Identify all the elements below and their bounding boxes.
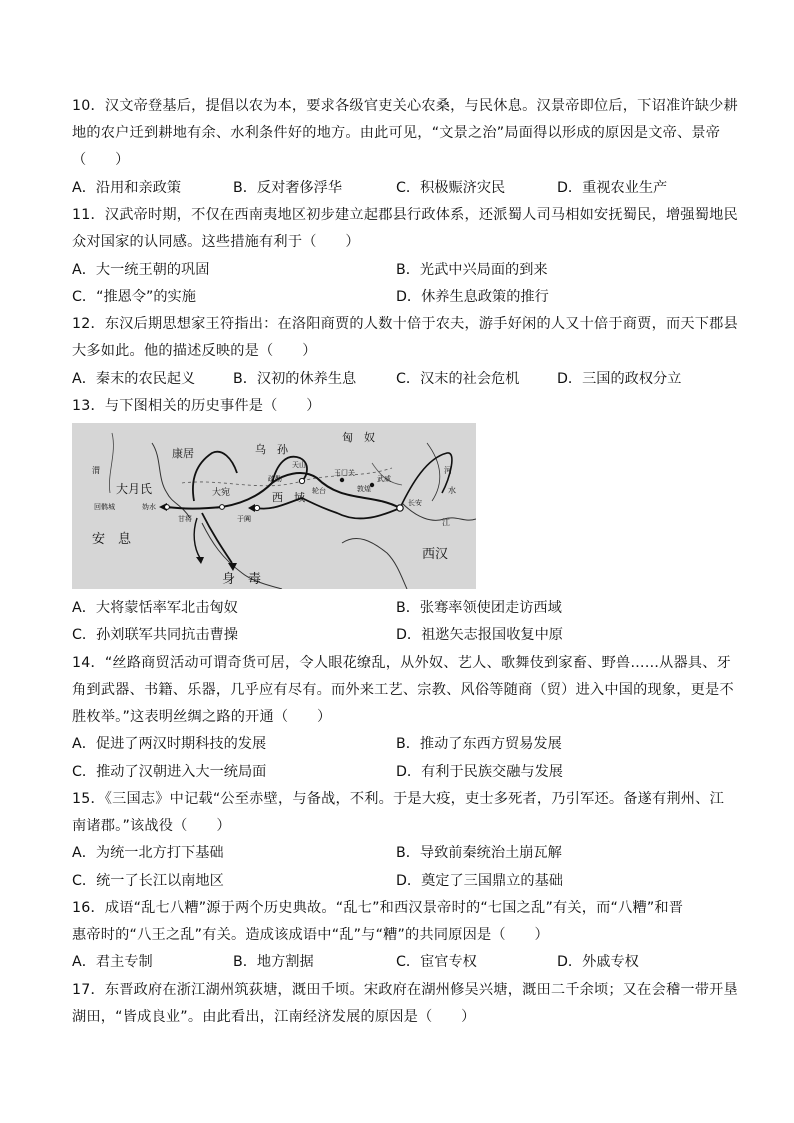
q10-stem-line3: （ ） <box>72 152 130 168</box>
q14-option-a[interactable]: A．促进了两汉时期科技的发展 <box>72 736 267 752</box>
map-label-dayuan: 大宛 <box>212 488 231 498</box>
q16-option-a[interactable]: A．君主专制 <box>72 954 153 970</box>
map-label-xiyu: 西 域 <box>272 491 305 504</box>
q16-option-d[interactable]: D．外戚专权 <box>557 954 639 970</box>
silk-road-map <box>72 423 476 589</box>
map-label-wei: 渭 <box>92 466 100 475</box>
q12-option-c[interactable]: C．汉末的社会危机 <box>396 371 520 387</box>
map-label-yulong: 轮台 <box>312 487 326 495</box>
q16-option-c[interactable]: C．宦官专权 <box>396 954 477 970</box>
q12-option-b[interactable]: B．汉初的休养生息 <box>233 371 357 387</box>
q10-option-d[interactable]: D．重视农业生产 <box>557 180 668 196</box>
q11-option-a[interactable]: A．大一统王朝的巩固 <box>72 262 210 278</box>
q15-stem-line2: 南诸郡。”该战役（ ） <box>72 818 231 834</box>
q11-option-d[interactable]: D．休养生息政策的推行 <box>396 289 549 305</box>
map-label-kangju: 康居 <box>172 447 194 460</box>
map-label-ganjiang: 甘将 <box>178 515 192 523</box>
q16-stem-line2: 惠帝时的“八王之乱”有关。造成该成语中“乱”与“糟”的共同原因是（ ） <box>72 927 549 943</box>
map-label-shui: 水 <box>448 486 456 495</box>
map-label-xiongnu: 匈 奴 <box>342 431 375 444</box>
q15-stem-line1: 15．《三国志》中记载“公至赤壁，与备战，不利。于是大疫，吏士多死者，乃引军还。备遂有荆州、江 <box>72 791 724 807</box>
map-label-tianshan: 天山 <box>292 461 306 469</box>
q11-stem-line2: 众对国家的认同感。这些措施有利于（ ） <box>72 234 360 250</box>
map-label-wusun: 乌 孙 <box>255 443 288 456</box>
q12-stem-line1: 12．东汉后期思想家王符指出：在洛阳商贾的人数十倍于农夫，游手好闲的人又十倍于商贾，而天下郡县 <box>72 316 738 332</box>
q10-stem-line2: 地的农户迁到耕地有余、水利条件好的地方。由此可见，“文景之治”局面得以形成的原因是文帝、景帝 <box>72 125 721 141</box>
map-label-yutian: 于阗 <box>237 515 251 523</box>
q14-option-c[interactable]: C．推动了汉朝进入大一统局面 <box>72 764 267 780</box>
q14-option-b[interactable]: B．推动了东西方贸易发展 <box>396 736 562 752</box>
q11-option-b[interactable]: B．光武中兴局面的到来 <box>396 262 548 278</box>
q12-option-a[interactable]: A．秦末的农民起义 <box>72 371 196 387</box>
map-label-shendu: 身 毒 <box>222 572 262 587</box>
q14-stem-line3: 胜枚举。”这表明丝绸之路的开通（ ） <box>72 709 332 725</box>
q13-option-a[interactable]: A．大将蒙恬率军北击匈奴 <box>72 600 238 616</box>
q14-option-d[interactable]: D．有利于民族交融与发展 <box>396 764 563 780</box>
q16-stem-line1: 16．成语“乱七八糟”源于两个历史典故。“乱七”和西汉景帝时的“七国之乱”有关，而“八糟”和晋 <box>72 900 684 916</box>
q15-option-d[interactable]: D．奠定了三国鼎立的基础 <box>396 873 563 889</box>
q15-option-a[interactable]: A．为统一北方打下基础 <box>72 845 224 861</box>
map-label-xihan: 西汉 <box>422 547 449 562</box>
map-label-changan: 长安 <box>408 499 422 507</box>
q13-option-c[interactable]: C．孙刘联军共同抗击曹操 <box>72 627 238 643</box>
map-label-he: 河 <box>444 466 452 475</box>
q10-stem-line1: 10．汉文帝登基后，提倡以农为本，要求各级官吏关心农桑，与民休息。汉景帝即位后，下诏准许缺少耕 <box>72 98 738 114</box>
q11-stem-line1: 11．汉武帝时期，不仅在西南夷地区初步建立起郡县行政体系，还派蜀人司马相如安抚蜀民，增强蜀地民 <box>72 207 738 223</box>
q12-option-d[interactable]: D．三国的政权分立 <box>557 371 682 387</box>
q10-option-c[interactable]: C．积极赈济灾民 <box>396 180 506 196</box>
q14-stem-line2: 角到武器、书籍、乐器，几乎应有尽有。而外来工艺、宗教、风俗等随商（贸）进入中国的现象，更是不 <box>72 682 734 698</box>
q13-option-d[interactable]: D．祖逖矢志报国收复中原 <box>396 627 563 643</box>
q10-option-a[interactable]: A．沿用和亲政策 <box>72 180 182 196</box>
map-label-dayuezhi: 大月氏 <box>116 482 153 496</box>
q11-option-c[interactable]: C．“推恩令”的实施 <box>72 289 196 305</box>
q15-option-b[interactable]: B．导致前秦统治土崩瓦解 <box>396 845 562 861</box>
q15-option-c[interactable]: C．统一了长江以南地区 <box>72 873 224 889</box>
q14-stem-line1: 14．“丝路商贸活动可谓奇货可居，令人眼花缭乱，从外奴、艺人、歌舞伎到家畜、野兽……从器具、牙 <box>72 655 732 671</box>
q16-option-b[interactable]: B．地方割据 <box>233 954 314 970</box>
map-label-anxi: 安 息 <box>92 532 132 547</box>
map-label-shule: 疏勒 <box>268 475 282 483</box>
map-label-dunhuang: 敦煌 <box>357 485 371 493</box>
q17-stem-line2: 湖田，“皆成良业”。由此看出，江南经济发展的原因是（ ） <box>72 1009 476 1025</box>
map-label-huijiao: 回鹘城 <box>94 503 115 511</box>
q12-stem-line2: 大多如此。他的描述反映的是（ ） <box>72 343 317 359</box>
q10-option-b[interactable]: B．反对奢侈浮华 <box>233 180 343 196</box>
q13-option-b[interactable]: B．张骞率领使团走访西域 <box>396 600 562 616</box>
q17-stem-line1: 17．东晋政府在浙江湖州筑荻塘，溉田千顷。宋政府在湖州修吴兴塘，溉田二千余顷；又在会稽一带开垦 <box>72 982 738 998</box>
map-label-jiang: 江 <box>442 518 450 527</box>
map-label-guishui: 妫水 <box>142 503 156 511</box>
q13-stem: 13．与下图相关的历史事件是（ ） <box>72 398 321 414</box>
map-label-wuwei: 武威 <box>377 475 391 483</box>
map-label-yumen: 玉门关 <box>334 469 355 477</box>
